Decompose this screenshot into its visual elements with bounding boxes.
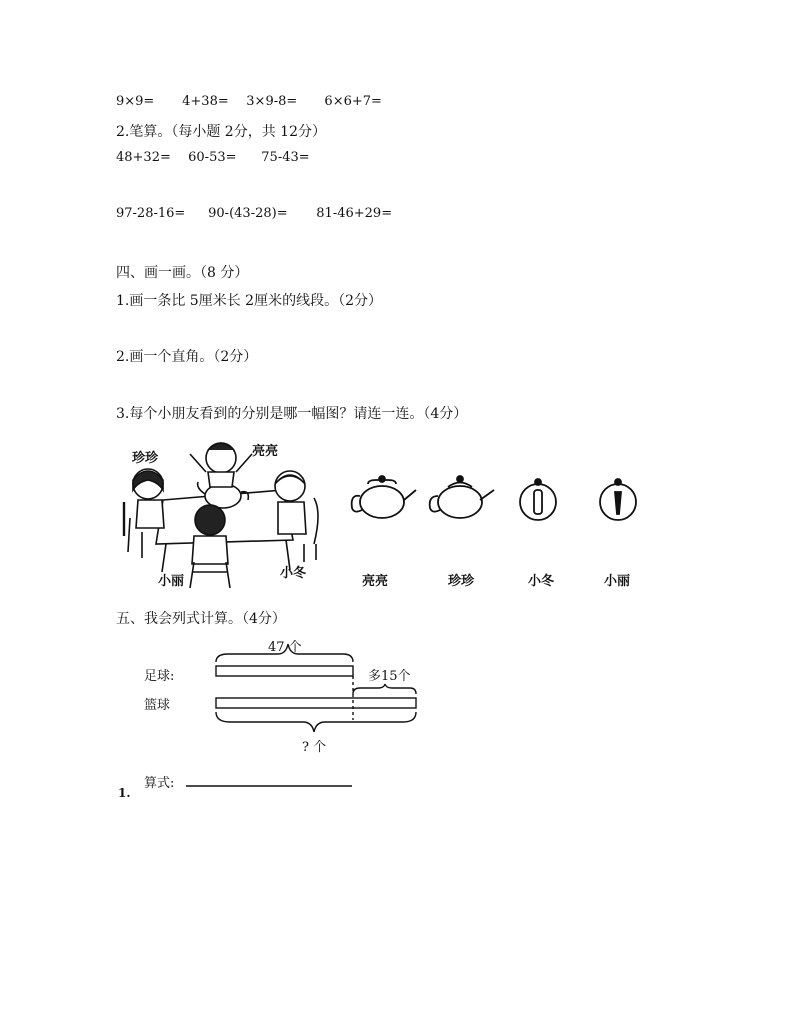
calc-item: 9×9= [116, 94, 155, 109]
section5-title: 五、我会列式计算。（4分） [116, 611, 286, 627]
top-label: 47 个 [268, 640, 302, 655]
calc-item: 4+38= [182, 94, 229, 109]
section4-q1: 1.画一条比 5厘米长 2厘米的线段。（2分） [116, 293, 382, 309]
segment-diagram-svg [138, 632, 438, 792]
section4-title: 四、画一画。（8 分） [116, 265, 249, 281]
section4-q2: 2.画一个直角。（2分） [116, 349, 258, 365]
football-label: 足球: [144, 669, 175, 684]
view-label-2: 珍珍 [448, 574, 475, 589]
bottom-label: ? 个 [302, 740, 327, 755]
view-label-1: 亮亮 [362, 574, 389, 589]
calc-item: 97-28-16= [116, 206, 186, 221]
more-label: 多15个 [368, 669, 411, 684]
calc-item: 60-53= [188, 150, 237, 165]
calc-item: 6×6+7= [324, 94, 382, 109]
oral-calc-row [116, 94, 382, 109]
calc-item: 75-43= [261, 150, 310, 165]
calc-item: 90-(43-28)= [208, 206, 288, 221]
section4-q3: 3.每个小朋友看到的分别是哪一幅图？请连一连。（4分） [116, 406, 468, 422]
view-label-3: 小冬 [528, 574, 555, 589]
view-label-4: 小丽 [604, 574, 631, 589]
written-calc-row-1 [116, 150, 310, 165]
name-xiaodong: 小冬 [280, 566, 307, 581]
teapot-views-figure [118, 432, 648, 597]
basketball-label: 篮球 [144, 698, 171, 713]
calc-item: 48+32= [116, 150, 171, 165]
name-liangliang: 亮亮 [252, 444, 279, 459]
item-number: 1. [118, 786, 131, 800]
q2-title: 2.笔算。（每小题 2分，共 12分） [116, 124, 326, 140]
name-zhenzhen: 珍珍 [132, 451, 159, 466]
name-xiaoli: 小丽 [158, 574, 185, 589]
written-calc-row-2 [116, 206, 392, 221]
formula-label: 算式: [144, 776, 175, 791]
calc-item: 3×9-8= [246, 94, 298, 109]
bar-diagram [138, 632, 438, 792]
calc-item: 81-46+29= [316, 206, 393, 221]
